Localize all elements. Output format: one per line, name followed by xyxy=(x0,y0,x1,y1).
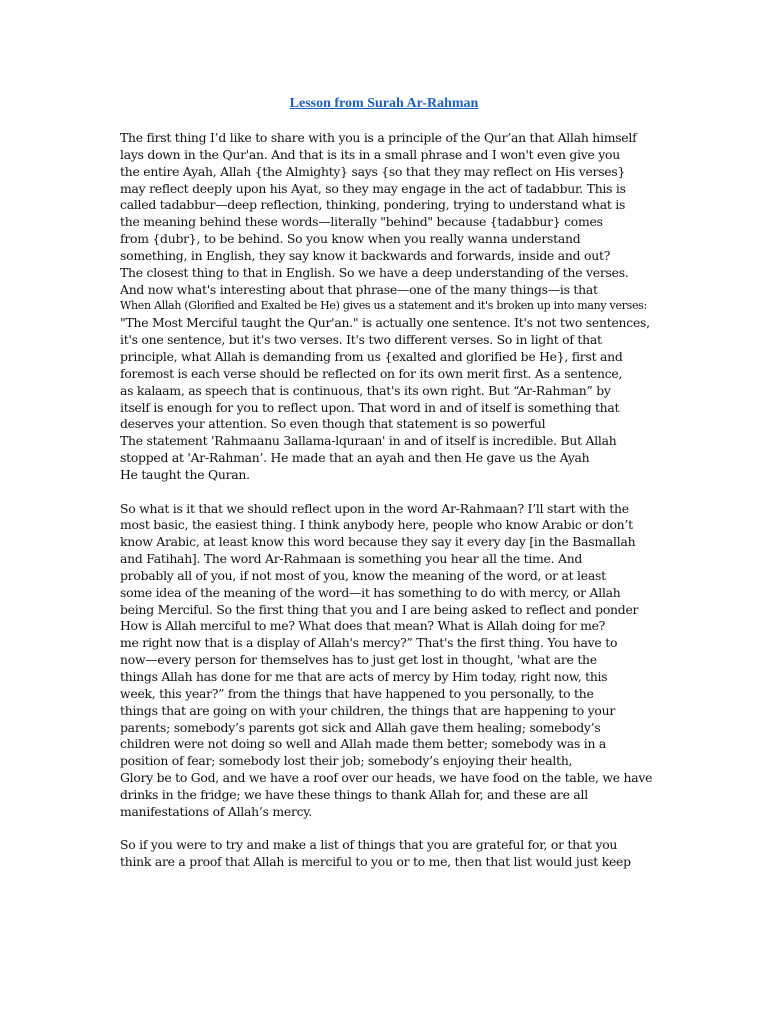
text-line: it's one sentence, but it's two verses. It's two different verses. So in light of that xyxy=(120,332,602,348)
text-line: know Arabic, at least know this word because they say it every day [in the Basmallah xyxy=(120,534,636,550)
text-line: The statement 'Rahmaanu 3allama-lquraan' in and of itself is incredible. But Allah xyxy=(120,433,617,449)
paragraph xyxy=(120,837,660,871)
text-line: itself is enough for you to reflect upon. That word in and of itself is something that xyxy=(120,399,620,415)
text-line: probably all of you, if not most of you, know the meaning of the word, or at least xyxy=(120,567,606,583)
text-line: So what is it that we should reflect upon in the word Ar-Rahmaan? I’ll start with the xyxy=(120,500,629,516)
text-line: being Merciful. So the first thing that you and I are being asked to reflect and ponder xyxy=(120,601,639,617)
text-line: the meaning behind these words—literally "behind" because {tadabbur} comes xyxy=(120,214,603,230)
text-line: When Allah (Glorified and Exalted be He) gives us a statement and it's broken up into many verses: xyxy=(120,299,647,313)
text-line: things that are going on with your children, the things that are happening to your xyxy=(120,702,616,718)
text-line: "The Most Merciful taught the Qur'an." is actually one sentence. It's not two sentences, xyxy=(120,315,650,331)
text-line: children were not doing so well and Allah made them better; somebody was in a xyxy=(120,736,607,752)
text-line: from {dubr}, to be behind. So you know when you really wanna understand xyxy=(120,231,581,247)
text-line: things Allah has done for me that are acts of mercy by Him today, right now, this xyxy=(120,669,608,684)
text-line: as kalaam, as speech that is continuous, that's its own right. But “Ar-Rahman” by xyxy=(120,382,611,398)
text-line: now—every person for themselves has to just get lost in thought, 'what are the xyxy=(120,652,597,668)
paragraph-gap xyxy=(120,484,660,501)
text-line: may reflect deeply upon his Ayat, so they may engage in the act of tadabbur. This is xyxy=(120,180,626,196)
text-line: He taught the Quran. xyxy=(120,466,250,482)
text-line: The closest thing to that in English. So we have a deep understanding of the verses. xyxy=(120,264,629,280)
text-line: And now what's interesting about that phrase—one of the many things—is that xyxy=(120,281,598,297)
text-line: called tadabbur—deep reflection, thinking, pondering, trying to understand what is xyxy=(120,197,626,213)
text-line: Glory be to God, and we have a roof over our heads, we have food on the table, we have xyxy=(120,770,653,786)
text-line: So if you were to try and make a list of things that you are grateful for, or that you xyxy=(120,837,618,853)
text-line: manifestations of Allah’s mercy. xyxy=(120,803,313,819)
text-line: parents; somebody’s parents got sick and Allah gave them healing; somebody’s xyxy=(120,719,601,735)
text-line: stopped at 'Ar-Rahman’. He made that an ayah and then He gave us the Ayah xyxy=(120,450,590,466)
text-line: week, this year?” from the things that have happened to you personally, to the xyxy=(120,685,594,701)
text-line: lays down in the Qur'an. And that is its in a small phrase and I won't even give you xyxy=(120,146,620,162)
text-line: deserves your attention. So even though that statement is so powerful xyxy=(120,416,546,432)
text-line: foremost is each verse should be reflected on for its own merit first. As a sentence, xyxy=(120,365,623,381)
text-line: think are a proof that Allah is merciful to you or to me, then that list would just keep xyxy=(120,854,631,870)
text-line: The first thing I’d like to share with you is a principle of the Qur’an that Allah himself xyxy=(120,130,637,145)
text-line: something, in English, they say know it backwards and forwards, inside and out? xyxy=(120,247,611,263)
paragraph xyxy=(120,501,660,821)
text-line: How is Allah merciful to me? What does that mean? What is Allah doing for me? xyxy=(120,618,606,634)
paragraph xyxy=(120,130,660,484)
text-line: and Fatihah]. The word Ar-Rahmaan is something you hear all the time. And xyxy=(120,551,583,567)
text-line: the entire Ayah, Allah {the Almighty} says {so that they may reflect on His verses} xyxy=(120,163,626,179)
text-line: drinks in the fridge; we have these things to thank Allah for, and these are all xyxy=(120,786,588,802)
text-line: me right now that is a display of Allah's mercy?” That's the first thing. You have to xyxy=(120,635,618,651)
text-line: position of fear; somebody lost their job; somebody’s enjoying their health, xyxy=(120,753,573,769)
paragraph-gap xyxy=(120,821,660,838)
document-body xyxy=(120,130,660,871)
document-title[interactable]: Lesson from Surah Ar-Rahman xyxy=(289,96,479,111)
text-line: most basic, the easiest thing. I think anybody here, people who know Arabic or don’t xyxy=(120,517,633,533)
text-line: some idea of the meaning of the word—it has something to do with mercy, or Allah xyxy=(120,584,621,600)
text-line: principle, what Allah is demanding from us {exalted and glorified be He}, first and xyxy=(120,348,623,364)
